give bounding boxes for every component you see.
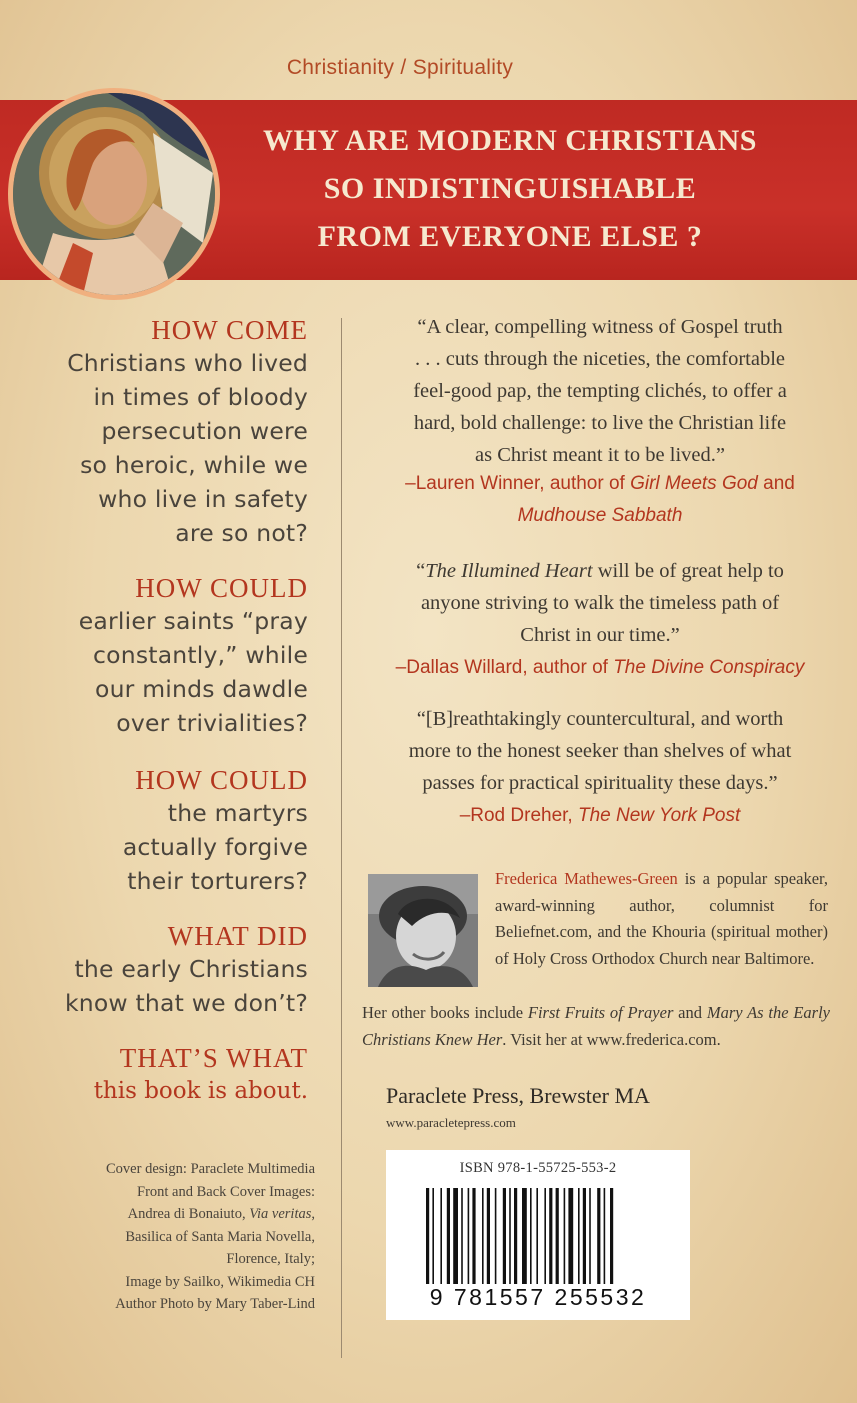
question-line: their torturers? bbox=[127, 867, 308, 895]
question-line: are so not? bbox=[175, 519, 308, 547]
question-line: so heroic, while we bbox=[80, 451, 308, 479]
question-line: this book is about. bbox=[93, 1078, 308, 1104]
question-line: persecution were bbox=[101, 417, 308, 445]
author-bio: Frederica Mathewes-Green is a popular speaker, award-winning author, columnist for Beliefnet.com, and the Khouria (spiritual mother) of Holy Cross Orthodox Church near Baltimore. bbox=[495, 869, 828, 968]
question-line: actually forgive bbox=[122, 833, 308, 861]
endorsement-attribution-3: –Rod Dreher, The New York Post bbox=[459, 805, 741, 826]
endorsement-quote-1: “A clear, compelling witness of Gospel truth . . . cuts through the niceties, the comfortable feel-good pap, the tempting clichés, to offer a hard, bold challenge: to live the Christian life as Christ meant it to be lived.” bbox=[413, 316, 787, 466]
question-block-1 bbox=[20, 314, 308, 550]
question-line: over trivialities? bbox=[116, 709, 308, 737]
question-line: earlier saints “pray bbox=[78, 607, 308, 635]
barcode-digits: 9 781557 255532 bbox=[429, 1284, 647, 1310]
question-line: constantly,” while bbox=[93, 641, 308, 669]
credit-line: Front and Back Cover Images: bbox=[137, 1183, 315, 1200]
credit-line: Basilica of Santa Maria Novella, bbox=[125, 1228, 315, 1245]
question-line: Christians who lived bbox=[67, 349, 308, 377]
banner-line-1: WHY ARE MODERN CHRISTIANS bbox=[263, 124, 757, 157]
endorsement-quote-2: “The Illumined Heart will be of great help to anyone striving to walk the timeless path of Christ in our time.” bbox=[416, 560, 784, 646]
question-line: the early Christians bbox=[74, 955, 308, 983]
endorsement-attribution-2: –Dallas Willard, author of The Divine Conspiracy bbox=[395, 657, 805, 678]
banner-line-3: FROM EVERYONE ELSE ? bbox=[317, 220, 703, 253]
question-line: in times of bloody bbox=[93, 383, 308, 411]
question-block-5 bbox=[20, 1042, 308, 1108]
question-line: know that we don’t? bbox=[64, 989, 308, 1017]
credit-line: Florence, Italy; bbox=[226, 1251, 315, 1267]
barcode-bars bbox=[426, 1188, 648, 1284]
question-heading: THAT’S WHAT bbox=[119, 1043, 308, 1073]
author-bio-continued: Her other books include First Fruits of Prayer and Mary As the Early Christians Knew Her. Visit her at www.frederica.com. bbox=[362, 1003, 831, 1049]
question-line: the martyrs bbox=[167, 799, 308, 827]
cover-credits bbox=[20, 1158, 315, 1316]
banner-line-2: SO INDISTINGUISHABLE bbox=[323, 172, 697, 205]
column-divider bbox=[341, 318, 342, 1358]
publisher-url: www.paracletepress.com bbox=[386, 1115, 516, 1130]
endorsement-attribution-1: –Lauren Winner, author of Girl Meets God and Mudhouse Sabbath bbox=[405, 473, 795, 526]
question-line: our minds dawdle bbox=[95, 675, 308, 703]
credit-line: Image by Sailko, Wikimedia CH bbox=[125, 1273, 315, 1290]
question-heading: WHAT DID bbox=[167, 921, 308, 951]
question-block-2 bbox=[20, 572, 308, 740]
category-label: Christianity / Spirituality bbox=[286, 56, 514, 79]
question-line: who live in safety bbox=[98, 485, 308, 513]
publisher-name: Paraclete Press, Brewster MA bbox=[386, 1083, 650, 1108]
question-heading: HOW COULD bbox=[135, 765, 308, 795]
question-block-3 bbox=[20, 764, 308, 898]
credit-line: Author Photo by Mary Taber-Lind bbox=[115, 1296, 315, 1312]
question-heading: HOW COME bbox=[151, 315, 308, 345]
author-name: Frederica Mathewes-Green bbox=[495, 869, 678, 888]
question-heading: HOW COULD bbox=[135, 573, 308, 603]
saint-medallion-image bbox=[8, 88, 220, 300]
isbn-label: ISBN 978-1-55725-553-2 bbox=[459, 1160, 617, 1176]
isbn-barcode bbox=[386, 1150, 690, 1320]
question-block-4 bbox=[20, 920, 308, 1020]
credit-line: Andrea di Bonaiuto, Via veritas, bbox=[127, 1206, 315, 1222]
credit-line: Cover design: Paraclete Multimedia bbox=[106, 1161, 315, 1177]
endorsement-quote-3: “[B]reathtakingly countercultural, and worth more to the honest seeker than shelves of what passes for practical spirituality these days.” bbox=[408, 708, 792, 794]
author-photo bbox=[368, 874, 478, 987]
